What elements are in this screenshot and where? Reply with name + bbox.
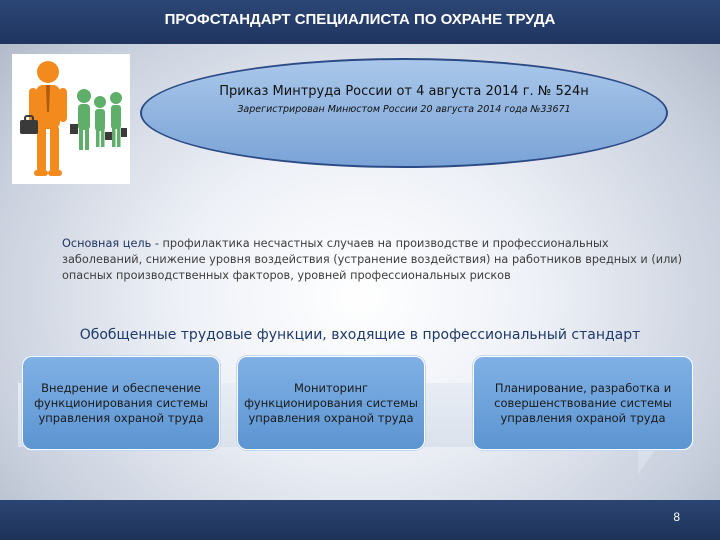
function-box-planning: Планирование, разработка и совершенствование системы управления охраной труда — [473, 356, 693, 450]
page-number: 8 — [673, 510, 680, 524]
people-icon — [12, 54, 130, 184]
function-box-monitoring: Мониторинг функционирования системы управления охраной труда — [237, 356, 425, 450]
functions-title: Обобщенные трудовые функции, входящие в профессиональный стандарт — [79, 327, 641, 343]
slide-title: ПРОФСТАНДАРТ СПЕЦИАЛИСТА ПО ОХРАНЕ ТРУДА — [164, 11, 556, 28]
function-box-implementation: Внедрение и обеспечение функционирования системы управления охраной труда — [22, 356, 220, 450]
goal-description: - профилактика несчастных случаев на производстве и профессиональных заболеваний, снижение уровня воздействия (устранение воздействия) на работников вредных и (или) опасных производственных факторов, уровней профессиональных рисков — [62, 237, 683, 282]
business-people-illustration — [12, 54, 130, 184]
order-registration: Зарегистрирован Минюстом России 20 августа 2014 года №33671 — [237, 104, 571, 115]
goal-label: Основная цель — [62, 237, 152, 250]
order-title: Приказ Минтруда России от 4 августа 2014 г. № 524н — [219, 84, 589, 99]
footer-bar — [0, 500, 720, 540]
main-goal-text — [62, 236, 688, 284]
